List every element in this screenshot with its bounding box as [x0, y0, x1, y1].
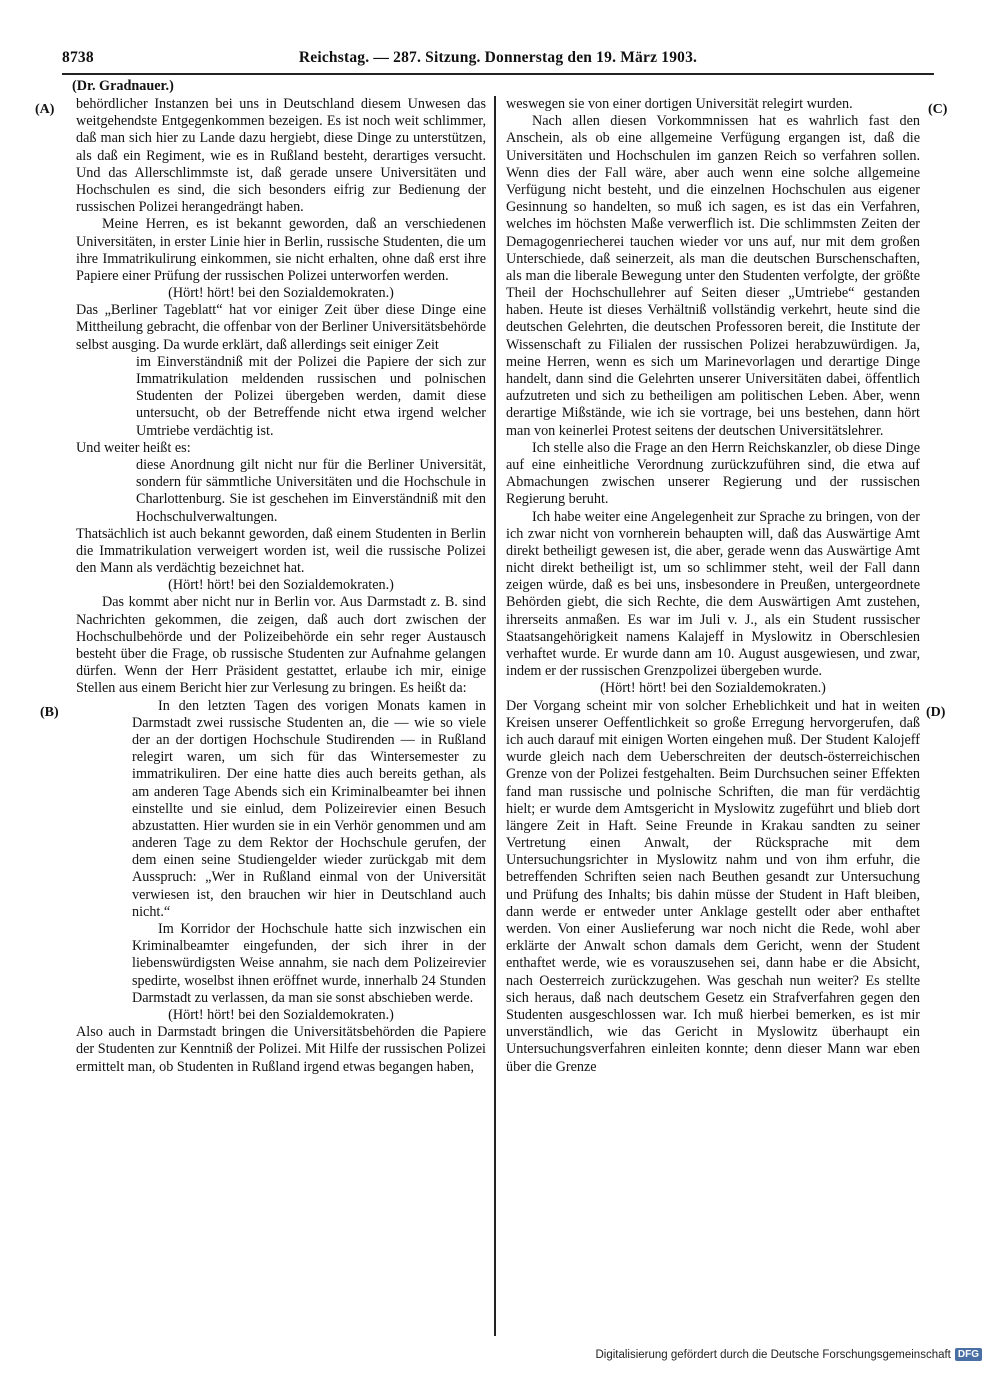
- margin-marker-d: (D): [926, 705, 946, 720]
- paragraph: Der Vorgang scheint mir von solcher Erheblichkeit und hat in weiten Kreisen unserer Oeffentlichkeit so große Erregung hervorgerufen, daß ich auch darauf mit einigen Worten eingehen muß. Der Student Kalojeff wurde gleich nach dem Ueberschreiten der deutsch-österreichischen Grenze von der Polizei festgehalten. Beim Durchsuchen seiner Effekten fand man russische und polnische Schriften, die man für verdächtig hielt; er wurde dem Amtsgericht in Myslowitz zugeführt und blieb dort längere Zeit in Haft. Seine Freunde in Krakau sandten zu seiner Vertretung einen Anwalt, der Rücksprache mit dem Untersuchungsrichter in Myslowitz nahm und von ihm erfuhr, die betreffenden Schriften seien nach Beuthen gesandt zur Untersuchung und Prüfung des Inhalts; bis dahin müsse der Student in Haft bleiben, dann werde er entweder unter Anklage gestellt oder aber enthaftet werden. Von einer Auslieferung war noch nicht die Rede, wohl aber erklärte der Anwalt schon damals dem Gericht, wenn der Student enthaftet werde, wie es vorauszusehen sei, dann habe er die Absicht, nach Oesterreich zurückzugehen. Was geschah nun weiter? Es stellte sich heraus, daß nach deutschem Gesetz ein Strafverfahren gegen den Studenten ausgeschlossen war. Ich muß hierbei bemerken, es ist mir unverständlich, wie das Gericht in Myslowitz überhaupt ein Untersuchungsverfahren einleiten konnte; denn dieser Mann war eben über die Grenze: [506, 697, 920, 1075]
- margin-marker-b: (B): [40, 705, 59, 720]
- quotation: im Einverständniß mit der Polizei die Papiere der sich zur Immatrikulation meldenden russischen und polnischen Studenten der Polizei übergeben werden, damit diese untersucht, ob der Betreffende nicht etwa irgend welcher Umtriebe verdächtig ist.: [136, 353, 486, 439]
- footer: [595, 1348, 982, 1361]
- interjection: (Hört! hört! bei den Sozialdemokraten.): [600, 680, 826, 697]
- interjection: (Hört! hört! bei den Sozialdemokraten.): [168, 577, 394, 594]
- paragraph: Nach allen diesen Vorkommnissen hat es wahrlich fast den Anschein, als ob eine allgemeine Verfügung ergangen ist, daß die Universitäten und Hochschulen im ganzen Reich so verfahren sollen. Wenn dies der Fall wäre, aber auch wenn eine solche allgemeine Verfügung nicht besteht, und die einzelnen Hochschulen aus eigener Gesinnung so handelten, so muß ich sagen, es ist das ein Verfahren, welches im höchsten Maße verwerflich ist. Die schlimmsten Zeiten der Demagogenriecherei tauchen wieder vor uns auf, nur mit dem großen Unterschiede, daß seinerzeit, als man die deutschen Burschenschaften, als man die liberale Bewegung unter den Studenten verfolgte, der größte Theil der Hochschullehrer auf Seiten dieser „Umtriebe“ gestanden haben. Heute ist dieses Verhältniß vollständig verkehrt, heute sind die deutschen Gelehrten, die deutschen Professoren bereit, die Institute der Wissenschaft zu Filialen der russischen Polizei herabzuwürdigen. Ja, meine Herren, wenn es sich um Marinevorlagen und derartige Dinge handelt, dann sind die Gelehrten unserer Universitäten dabei, öffentlich aufzutreten und sich zu betheiligen am politischen Leben. Aber, wenn derartige Mißstände, wie ich sie vortrage, bei uns bestehen, dann hört man von keinerlei Protest seitens der deutschen Universitätslehrer.: [506, 113, 920, 439]
- page-title: Reichstag. — 287. Sitzung. Donnerstag den 19. März 1903.: [298, 49, 698, 66]
- column-divider: [494, 96, 496, 1336]
- paragraph: Das „Berliner Tageblatt“ hat vor einiger Zeit über diese Dinge eine Mittheilung gebracht, die offenbar von der Berliner Universitätsbehörde selbst ausging. Da wurde erklärt, daß allerdings seit einiger Zeit: [76, 302, 486, 353]
- paragraph: Meine Herren, es ist bekannt geworden, daß an verschiedenen Universitäten, in erster Linie hier in Berlin, russische Studenten, die um ihre Immatrikulirung einkommen, sie nicht erhalten, ohne daß erst ihre Papiere einer Prüfung der russischen Polizei unterworfen werden.: [76, 216, 486, 284]
- paragraph: Ich habe weiter eine Angelegenheit zur Sprache zu bringen, von der ich zwar nicht von vornherein behaupten will, daß das Auswärtige Amt direkt betheiligt gewesen ist, die aber, gerade wenn das Auswärtige Amt nicht direkt betheiligt ist, um so schlimmer steht, weil der Fall dann zeigen würde, daß es bei uns, insbesondere in Preußen, untergeordnete Behörden giebt, die sich Rechte, die dem Auswärtigen Amt zustehen, ihrerseits anmaßen. Es war im Juli v. J., als ein Student russischer Staatsangehörigkeit namens Kalajeff in Myslowitz in Oberschlesien verhaftet wurde. Er wurde dann am 10. August ausgewiesen, und zwar, indem er der russischen Grenzpolizei übergeben wurde.: [506, 508, 920, 680]
- speaker-name: (Dr. Gradnauer.): [72, 78, 174, 94]
- header-rule: [62, 73, 934, 75]
- funding-note: Digitalisierung gefördert durch die Deutsche Forschungsgemeinschaft: [595, 1348, 951, 1361]
- page-header: [62, 49, 934, 71]
- quotation: diese Anordnung gilt nicht nur für die Berliner Universität, sondern für sämmtliche Universitäten und die Hochschule in Charlottenburg. Sie ist geschehen im Einverständniß mit den Hochschulverwaltungen.: [136, 456, 486, 525]
- dfg-logo: DFG: [955, 1348, 982, 1361]
- margin-marker-c: (C): [928, 102, 948, 117]
- interjection: (Hört! hört! bei den Sozialdemokraten.): [168, 1006, 394, 1023]
- paragraph: weswegen sie von einer dortigen Universität relegirt wurden.: [506, 96, 853, 112]
- paragraph: Ich stelle also die Frage an den Herrn Reichskanzler, ob diese Dinge auf eine einheitliche Verordnung zurückzuführen sind, die etwa auf Abmachungen zwischen unserer Regierung und der russischen Regierung beruht.: [506, 439, 920, 508]
- quotation: Im Korridor der Hochschule hatte sich inzwischen ein Kriminalbeamter eingefunden, der sich ihrer in der liebenswürdigsten Weise annahm, sie nach dem Polizeirevier spedirte, woselbst ihnen eröffnet wurde, innerhalb 24 Stunden Darmstadt zu verlassen, da man sie sonst abschieben werde.: [132, 921, 486, 1006]
- interjection: (Hört! hört! bei den Sozialdemokraten.): [168, 285, 394, 302]
- paragraph: Thatsächlich ist auch bekannt geworden, daß einem Studenten in Berlin die Immatrikulation verweigert worden ist, weil die russische Polizei den Mann als verdächtig bezeichnet hat.: [76, 525, 486, 577]
- right-column: [506, 96, 920, 1076]
- paragraph: Also auch in Darmstadt bringen die Universitätsbehörden die Papiere der Studenten zur Kenntniß der Polizei. Mit Hilfe der russischen Polizei ermittelt man, ob Studenten in Rußland irgend etwas begangen haben,: [76, 1024, 486, 1075]
- left-column: [72, 76, 486, 1076]
- paragraph: Das kommt aber nicht nur in Berlin vor. Aus Darmstadt z. B. sind Nachrichten gekommen, die zeigen, daß auch dort zwischen der Hochschulbehörde und der Polizeibehörde ein sehr reger Austausch besteht über die Frage, ob russische Studenten zur Aufnahme gelangen dürfen. Wenn der Herr Präsident gestattet, erlaube ich mir, einige Stellen aus einem Bericht hier zur Verlesung zu bringen. Es heißt da:: [76, 594, 486, 697]
- paragraph: behördlicher Instanzen bei uns in Deutschland diesem Unwesen das weitgehendste Entgegenkommen bezeigen. Es ist noch weit schlimmer, daß man sich hier zu Lande dazu hergiebt, diese Dinge zu unterstützen, als daß ein Regiment, wie es in Rußland besteht, derartiges versucht. Und das Allerschlimmste ist, daß gerade unsere Universitäten und Hochschulen es sind, die sich besonders eifrig zur Bedienung der russischen Polizei herangedrängt haben.: [76, 96, 486, 216]
- quotation: In den letzten Tagen des vorigen Monats kamen in Darmstadt zwei russische Studenten an, die — wie so viele der an der dortigen Hochschule Studirenden — in Rußland relegirt waren, um sich für das Wintersemester zu immatrikuliren. Der eine hatte dies auch bereits gethan, als am anderen Tage Abends sich ein Kriminalbeamter bei ihnen einstellte und sie einlud, dem Polizeirevier einen Besuch abzustatten. Hier wurden sie in ein Verhör genommen und am anderen Tage zu dem Rektor der Hochschule gerufen, der dem einen seine Studiengelder wieder zurückgab mit dem Ausspruch: „Wer in Rußland einmal von der Universität verwiesen ist, den brauchen wir hier in Deutschland auch nicht.“: [132, 697, 486, 920]
- page-number: 8738: [62, 49, 94, 66]
- paragraph: Und weiter heißt es:: [76, 439, 191, 456]
- margin-marker-a: (A): [35, 102, 55, 117]
